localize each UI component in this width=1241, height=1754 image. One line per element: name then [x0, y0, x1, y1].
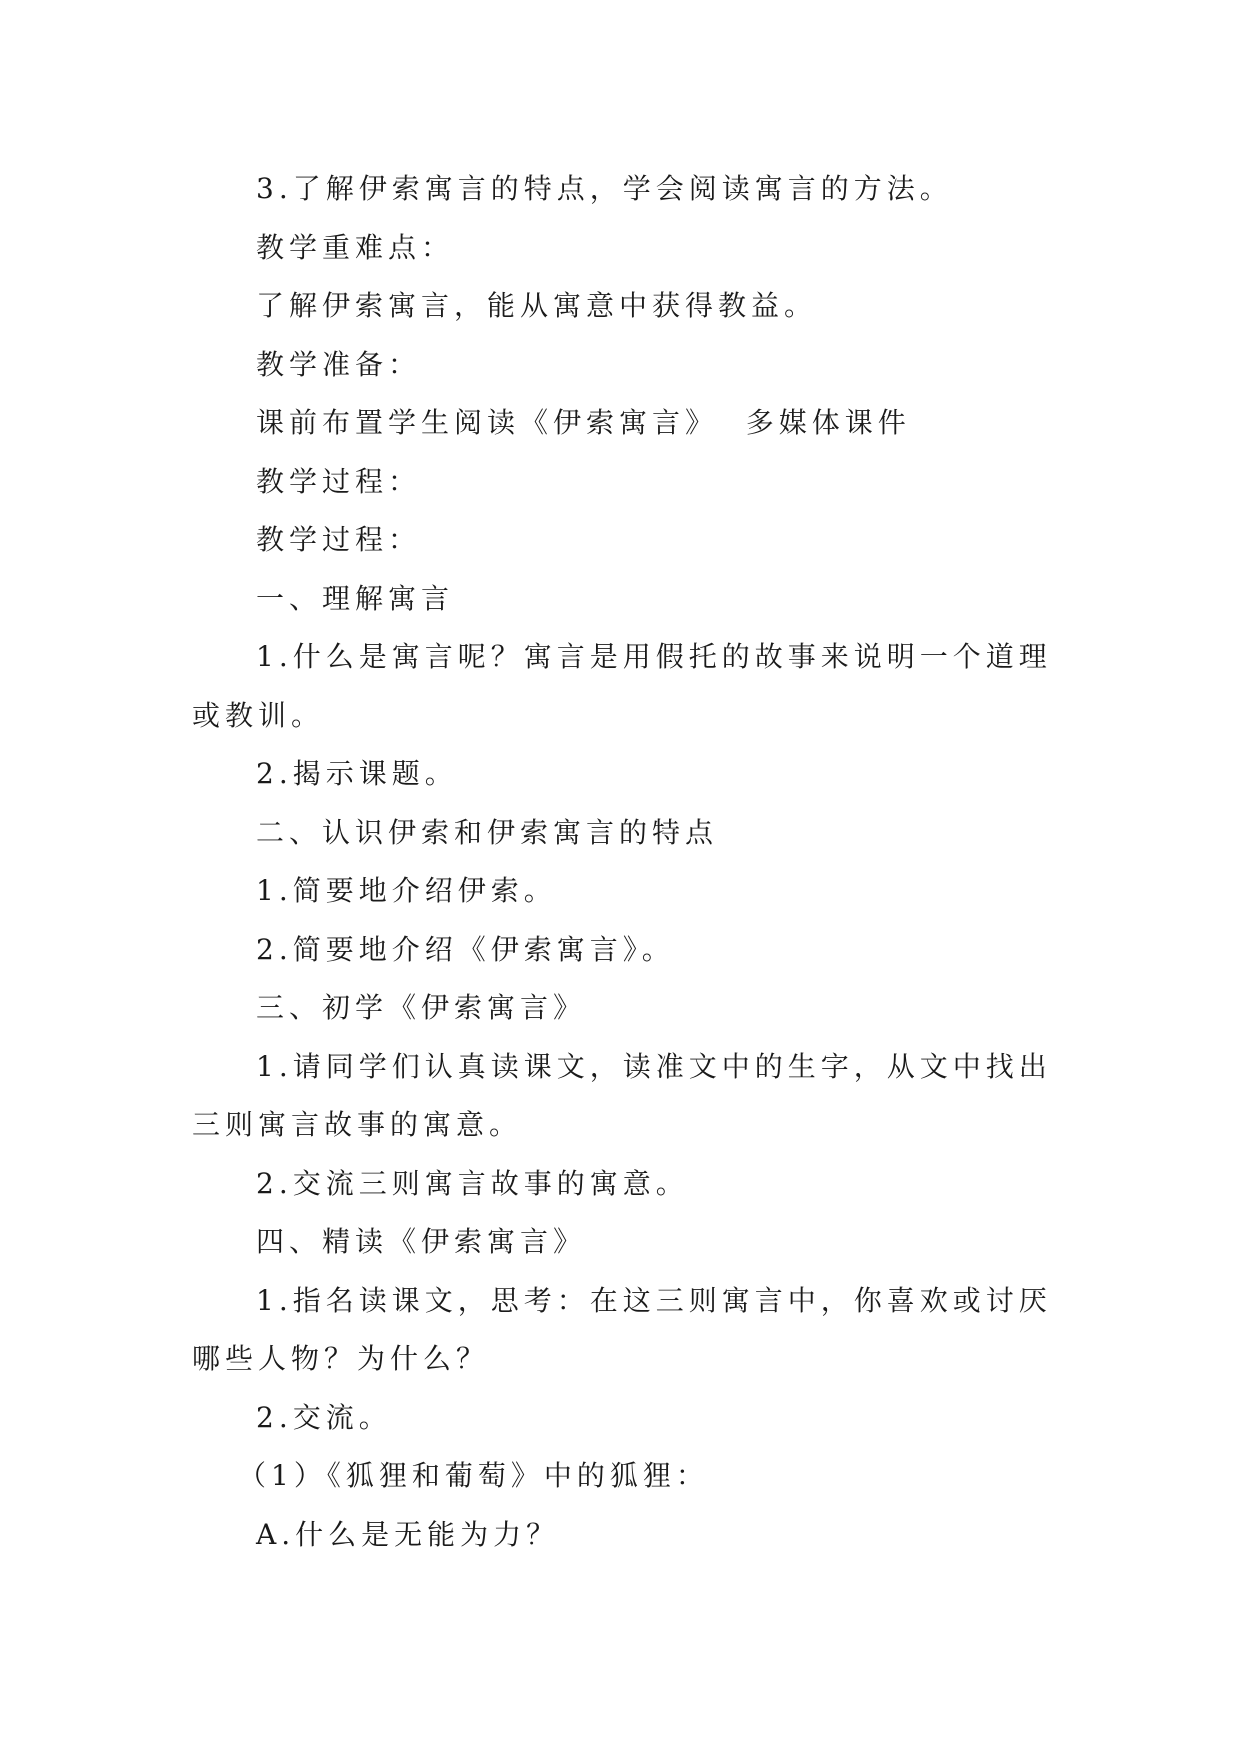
- section-3-item-2: 2.交流三则寓言故事的寓意。: [256, 1166, 689, 1200]
- section-4-heading: 四、精读《伊索寓言》: [256, 1225, 587, 1258]
- section-2-item-2: 2.简要地介绍《伊索寓言》。: [256, 932, 675, 966]
- process-heading-repeat: 教学过程：: [256, 523, 422, 556]
- process-heading: 教学过程：: [256, 464, 422, 498]
- objective-3: 3.了解伊索寓言的特点，学会阅读寓言的方法。: [256, 172, 953, 205]
- section-4-subitem-1: （1）《狐狸和葡萄》中的狐狸：: [238, 1459, 709, 1492]
- section-4-subitem-a: A.什么是无能为力？: [256, 1517, 560, 1551]
- section-4-item-2: 2.交流。: [256, 1400, 392, 1434]
- section-2-heading: 二、认识伊索和伊索寓言的特点: [256, 815, 719, 849]
- section-1-heading: 一、理解寓言: [256, 581, 455, 615]
- section-2-item-1: 1.简要地介绍伊索。: [256, 874, 557, 907]
- section-1-item-1: 1.什么是寓言呢？寓言是用假托的故事来说明一个道理或教训。: [192, 640, 1052, 732]
- preparation-heading: 教学准备：: [256, 347, 422, 381]
- section-3-item-1: 1.请同学们认真读课文，读准文中的生字，从文中找出三则寓言故事的寓意。: [192, 1049, 1052, 1141]
- key-points-text: 了解伊索寓言，能从寓意中获得教益。: [256, 289, 818, 322]
- document-body: [192, 160, 1052, 1564]
- section-4-item-1: 1.指名读课文，思考：在这三则寓言中，你喜欢或讨厌哪些人物？为什么？: [192, 1283, 1052, 1375]
- section-1-item-2: 2.揭示课题。: [256, 757, 458, 790]
- key-points-heading: 教学重难点：: [256, 230, 455, 264]
- section-3-heading: 三、初学《伊索寓言》: [256, 991, 587, 1024]
- preparation-text: 课前布置学生阅读《伊索寓言》 多媒体课件: [256, 406, 911, 439]
